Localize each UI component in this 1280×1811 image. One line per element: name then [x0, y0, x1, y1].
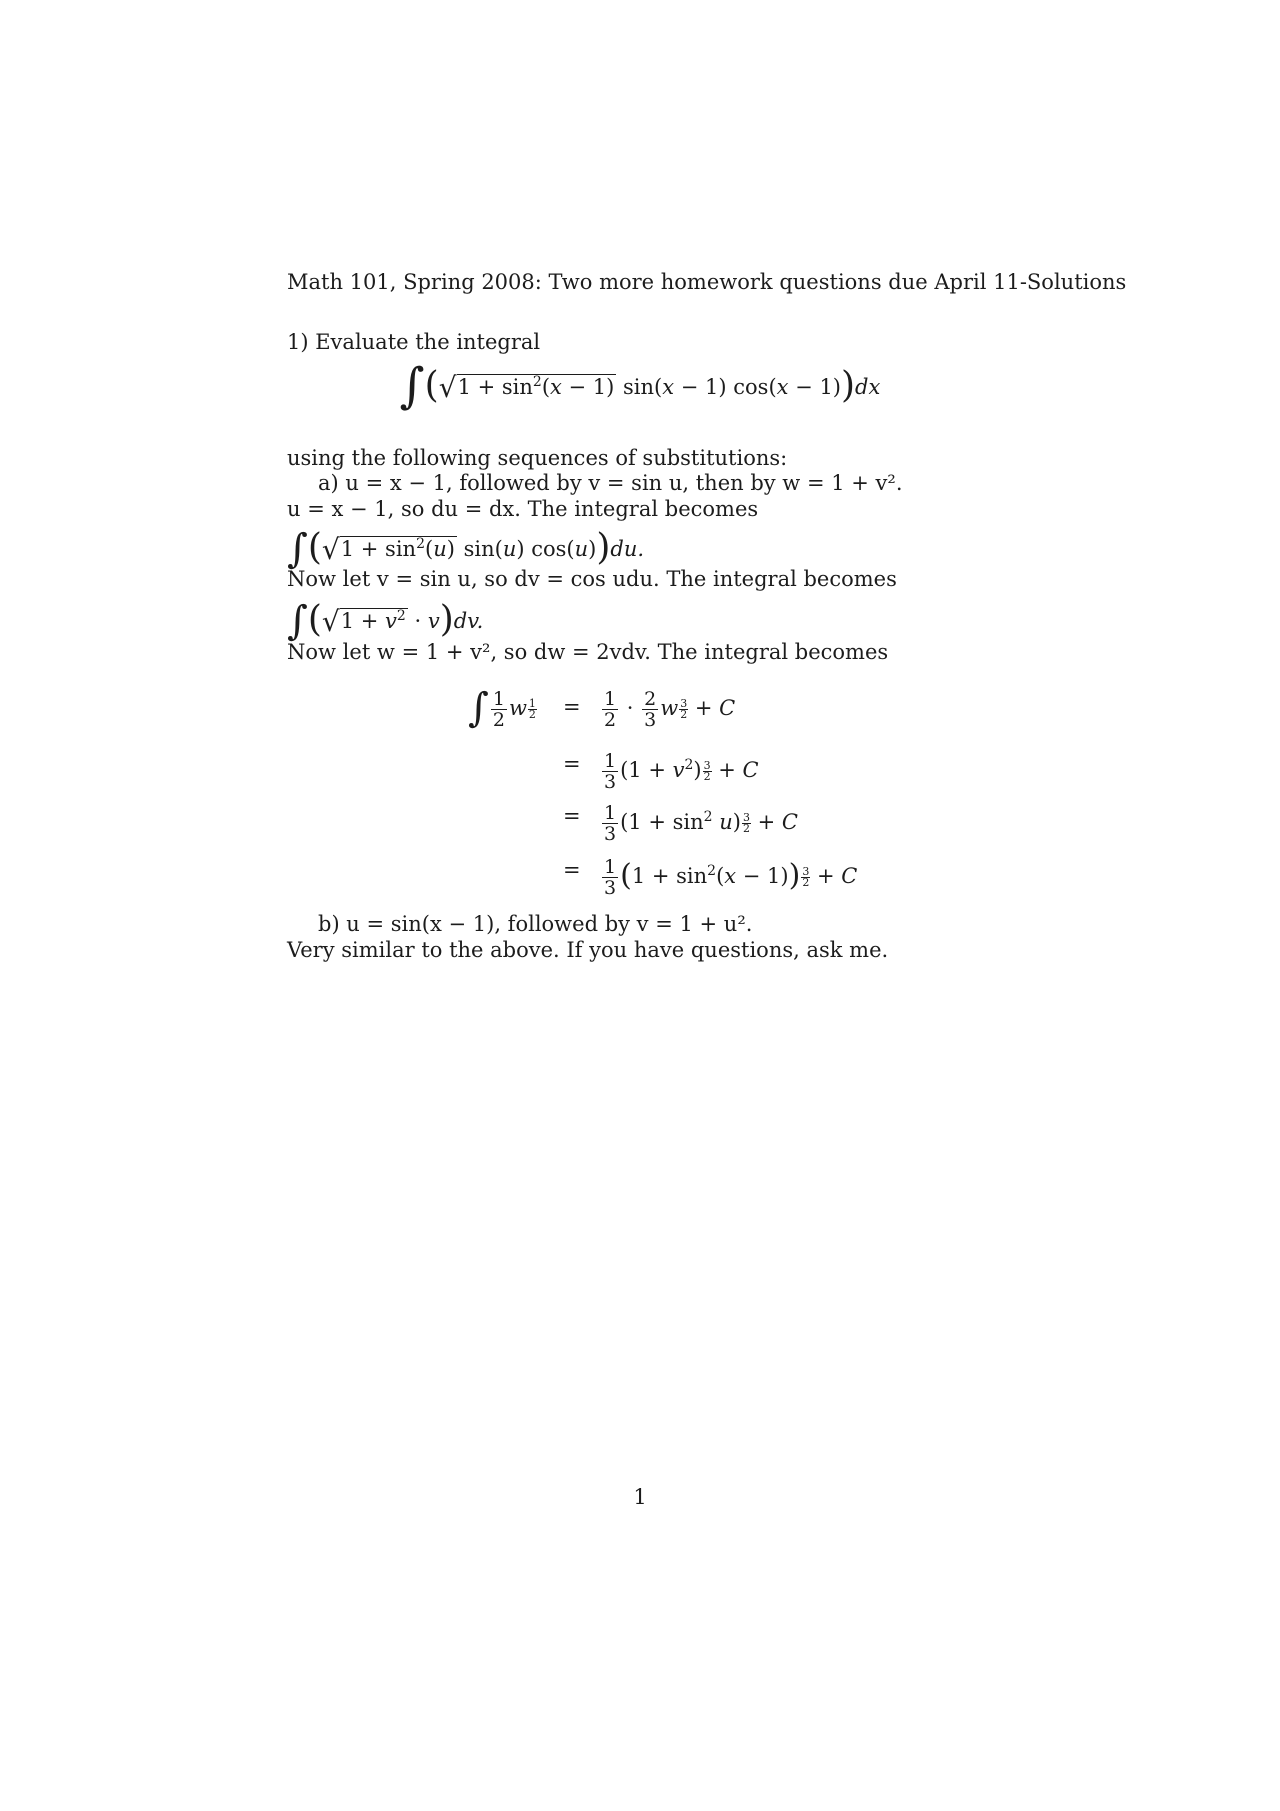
- equation-lhs: ∫ $\frac{1}{2}$ w $\frac{1}{2}$: [468, 684, 536, 731]
- step1-text: u = x − 1, so du = dx. The integral becomes: [287, 497, 759, 521]
- page-number: 1: [633, 1485, 647, 1509]
- equation-row-4: $\frac{1}{3}$ $(1 + \sin^2(x - 1))$ $\frac{3}{2}$ + C: [604, 856, 858, 899]
- step3-text: Now let w = 1 + v², so dw = 2vdv. The integral becomes: [287, 640, 889, 664]
- part-b-text: b) u = sin(x − 1), followed by v = 1 + u².: [318, 912, 753, 936]
- equation-row-2: $\frac{1}{3}$ $(1 + v^2)$ $\frac{3}{2}$ + C: [604, 750, 759, 793]
- equation-row-3: $\frac{1}{3}$ $(1 + \sin^2 u)$ $\frac{3}{2}$ + C: [604, 802, 798, 845]
- document-title: Math 101, Spring 2008: Two more homework questions due April 11-Solutions: [287, 270, 1127, 294]
- equation-row-1: $\frac{1}{2}$ · $\frac{2}{3}$ w $\frac{3}{2}$ + C: [604, 688, 736, 731]
- integral-in-v: $\int(√1 + v^2 \cdot v)dv$.: [287, 597, 484, 644]
- closing-text: Very similar to the above. If you have questions, ask me.: [287, 938, 889, 962]
- integral-in-u: $\int(√1 + \sin^2(u)$ sin(u) cos(u))du.: [287, 525, 645, 572]
- part-a-text: a) u = x − 1, followed by v = sin u, then by w = 1 + v².: [318, 471, 903, 495]
- main-integral: $\int(√1 + \sin^2(x - 1) \sin(x - 1) \cos(x - 1))dx$: [399, 358, 881, 414]
- document-page: Math 101, Spring 2008: Two more homework questions due April 11-Solutions 1) Evaluate the integral $\int(√1 + \sin^2(x - 1) \sin(x - 1) \cos(x - 1))dx$ using the following sequences of substitutions: a) u = x − 1, followed by v = sin u, then by w = 1 + v². u = x − 1, so du = dx. The integral becomes $\int(√1 + \sin^2(u)$ sin(u) cos(u))du. Now let v = sin u, so dv = cos udu. The integral becomes $\int(√1 + v^2 \cdot v)dv$. Now let w = 1 + v², so dw = 2vdv. The integral becomes ∫ $\frac{1}{2}$ w $\frac{1}{2}$ = $\frac{1}{2}$ · $\frac{2}{3}$ w $\frac{3}{2}$ + C = $\frac{1}{3}$ $(1 + v^2)$ $\frac{3}{2}$ + C = $\frac{1}{3}$ $(1 + \sin^2 u)$ $\frac{3}{2}$ + C = $\frac{1}{3}$ $(1 + \sin^2(x - 1))$ $\frac{3}{2}$ + C b) u = sin(x − 1), followed by v = 1 + u². Very similar to the above. If you have questions, ask me. 1: [0, 0, 1280, 1811]
- step2-text: Now let v = sin u, so dv = cos udu. The integral becomes: [287, 567, 897, 591]
- intro-text: using the following sequences of substitutions:: [287, 446, 788, 470]
- problem-label: 1) Evaluate the integral: [287, 330, 541, 354]
